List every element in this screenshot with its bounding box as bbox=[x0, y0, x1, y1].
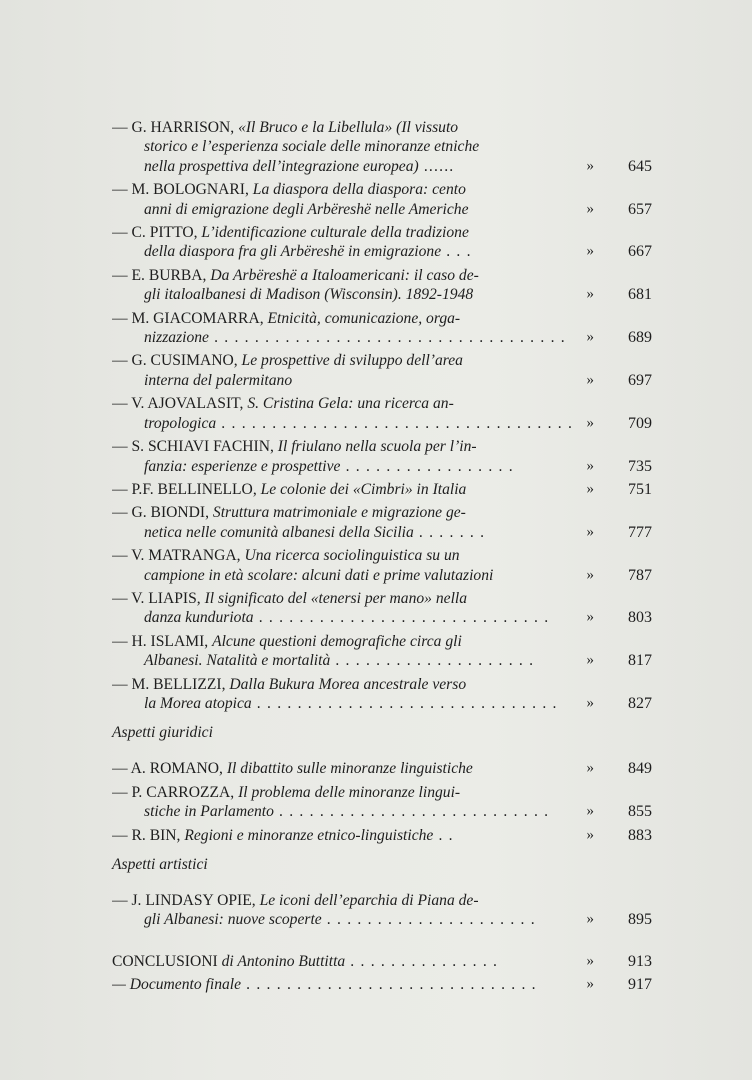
entry-page-number: 883 bbox=[628, 826, 652, 844]
entry-page-number: 849 bbox=[628, 760, 652, 778]
toc-entry bbox=[112, 891, 652, 930]
entry-page-number: 803 bbox=[628, 609, 652, 627]
entry-leader-dots: . . . . . . . bbox=[413, 523, 486, 541]
entry-page-number: 787 bbox=[628, 566, 652, 584]
entry-author: — H. ISLAMI, bbox=[112, 632, 213, 650]
entry-title: Albanesi. Natalità e mortalità bbox=[144, 652, 331, 670]
entry-page-number: 777 bbox=[628, 523, 652, 541]
entry-title: nella prospettiva dell’integrazione europea) bbox=[144, 157, 419, 175]
toc-entry-line bbox=[112, 351, 652, 370]
toc-entry-line bbox=[112, 137, 652, 156]
entry-title: campione in età scolare: alcuni dati e prime valutazioni bbox=[144, 566, 494, 584]
entry-title: Regioni e minoranze etnico-linguistiche bbox=[184, 826, 434, 844]
toc-entry bbox=[112, 632, 652, 671]
entry-title: L’identificazione culturale della tradizione bbox=[201, 224, 469, 242]
entry-guillemet: » bbox=[586, 976, 594, 993]
toc-entry bbox=[112, 546, 652, 585]
toc-entry-line bbox=[112, 118, 652, 137]
toc-entry bbox=[112, 759, 652, 778]
entry-title: La diaspora della diaspora: cento bbox=[252, 181, 466, 199]
entry-leader-dots: ...... bbox=[418, 157, 455, 175]
entry-guillemet: » bbox=[586, 523, 594, 540]
toc-entry-line bbox=[112, 285, 652, 304]
toc-entry-line bbox=[112, 975, 652, 994]
toc-group-legal bbox=[112, 759, 652, 845]
entry-guillemet: » bbox=[586, 480, 594, 497]
entry-page-number: 855 bbox=[628, 803, 652, 821]
entry-title: tropologica bbox=[144, 414, 217, 432]
entry-title: interna del palermitano bbox=[144, 371, 293, 389]
toc-group-main bbox=[112, 118, 652, 713]
entry-page-number: 735 bbox=[628, 457, 652, 475]
entry-author: — S. SCHIAVI FACHIN, bbox=[112, 438, 278, 456]
entry-page-number: 645 bbox=[628, 157, 652, 175]
entry-leader-dots: . . . . . . . . . . . . . . . . . . . . . . . . . . . . . . bbox=[251, 694, 558, 712]
toc-entry-line bbox=[112, 826, 652, 845]
toc-entry-line bbox=[112, 675, 652, 694]
entry-page-number: 689 bbox=[628, 329, 652, 347]
entry-author: — J. LINDASY OPIE, bbox=[112, 892, 260, 909]
toc-entry-line bbox=[112, 414, 652, 433]
entry-author: — V. LIAPIS, bbox=[112, 589, 205, 607]
toc-entry-line bbox=[112, 266, 652, 285]
entry-page-number: 817 bbox=[628, 652, 652, 670]
toc-entry-line bbox=[112, 802, 652, 821]
toc-entry-line bbox=[112, 651, 652, 670]
entry-title: Le colonie dei «Cimbri» in Italia bbox=[260, 480, 467, 498]
entry-page-number: 697 bbox=[628, 371, 652, 389]
entry-guillemet: » bbox=[586, 760, 594, 777]
entry-guillemet: » bbox=[586, 803, 594, 820]
toc-entry-line bbox=[112, 891, 652, 910]
entry-leader-dots: . . . . . . . . . . . . . . . . . . . . . . . . . . . . . . . . . . . bbox=[216, 414, 574, 432]
toc-entry-line bbox=[112, 157, 652, 176]
entry-title: Da Arbëreshë a Italoamericani: il caso de- bbox=[210, 266, 479, 284]
table-of-contents bbox=[112, 118, 652, 999]
entry-title: «Il Bruco e la Libellula» (Il vissuto bbox=[238, 119, 459, 136]
toc-entry-line bbox=[112, 394, 652, 413]
toc-entry bbox=[112, 826, 652, 845]
entry-author: — M. GIACOMARRA, bbox=[112, 309, 268, 327]
toc-entry-line bbox=[112, 503, 652, 522]
toc-entry bbox=[112, 975, 652, 994]
toc-entry-line bbox=[112, 371, 652, 390]
toc-entry-line bbox=[112, 223, 652, 242]
entry-guillemet: » bbox=[586, 329, 594, 346]
entry-title: S. Cristina Gela: una ricerca an- bbox=[247, 395, 454, 413]
entry-leader-dots: . . . . . . . . . . . . . . . . . . . . . . . . . . . . . . . . . . . bbox=[208, 329, 566, 347]
toc-entry bbox=[112, 180, 652, 219]
entry-leader-dots: . . . . . . . . . . . . . . . . . bbox=[340, 457, 514, 475]
toc-entry-line bbox=[112, 910, 652, 929]
entry-leader-dots: . . . . . . . . . . . . . . . . . . . . . . . . . . . . . bbox=[253, 609, 550, 627]
entry-title: nizzazione bbox=[144, 329, 209, 347]
entry-guillemet: » bbox=[586, 243, 594, 260]
toc-entry-line bbox=[112, 783, 652, 802]
toc-entry bbox=[112, 503, 652, 542]
entry-author: — V. AJOVALASIT, bbox=[112, 395, 248, 413]
entry-leader-dots: . . . . . . . . . . . . . . . bbox=[345, 952, 499, 970]
entry-guillemet: » bbox=[586, 371, 594, 388]
entry-title: Etnicità, comunicazione, orga- bbox=[267, 309, 461, 327]
entry-title: Il friulano nella scuola per l’in- bbox=[277, 438, 477, 456]
entry-title: Le prospettive di sviluppo dell’area bbox=[241, 352, 463, 370]
toc-entry bbox=[112, 309, 652, 348]
entry-title: Dalla Bukura Morea ancestrale verso bbox=[229, 675, 467, 693]
toc-entry-line bbox=[112, 694, 652, 713]
entry-author: — C. PITTO, bbox=[112, 224, 202, 242]
toc-entry bbox=[112, 394, 652, 433]
toc-entry-line bbox=[112, 309, 652, 328]
entry-author: — A. ROMANO, bbox=[112, 760, 227, 778]
toc-entry bbox=[112, 437, 652, 476]
toc-entry-line bbox=[112, 952, 652, 971]
entry-author: — R. BIN, bbox=[112, 826, 185, 844]
entry-author: — G. HARRISON, bbox=[112, 119, 239, 136]
entry-author: — G. CUSIMANO, bbox=[112, 352, 242, 370]
toc-entry bbox=[112, 783, 652, 822]
entry-page-number: 751 bbox=[628, 480, 652, 498]
entry-title: gli Albanesi: nuove scoperte bbox=[144, 911, 322, 929]
entry-author: — P. CARROZZA, bbox=[112, 783, 239, 801]
entry-leader-dots: . . . . . . . . . . . . . . . . . . . . . . . . . . . bbox=[273, 803, 550, 821]
entry-title: della diaspora fra gli Arbëreshë in emigrazione bbox=[144, 243, 442, 261]
entry-guillemet: » bbox=[586, 200, 594, 217]
entry-title: Il dibattito sulle minoranze linguistiche bbox=[226, 760, 473, 778]
entry-title: netica nelle comunità albanesi della Sicilia bbox=[144, 523, 414, 541]
toc-entry bbox=[112, 675, 652, 714]
toc-entry-line bbox=[112, 328, 652, 347]
toc-entry bbox=[112, 351, 652, 390]
entry-author: CONCLUSIONI bbox=[112, 952, 222, 970]
toc-entry bbox=[112, 223, 652, 262]
toc-entry-line bbox=[112, 566, 652, 585]
entry-title: anni di emigrazione degli Arbëreshë nelle Americhe bbox=[144, 200, 469, 218]
toc-entry-line bbox=[112, 546, 652, 565]
entry-title: stiche in Parlamento bbox=[144, 803, 274, 821]
entry-author: — M. BELLIZZI, bbox=[112, 675, 230, 693]
toc-entry bbox=[112, 480, 652, 499]
entry-leader-dots: . . . . . . . . . . . . . . . . . . . . . bbox=[321, 911, 536, 929]
entry-title: Il problema delle minoranze lingui- bbox=[238, 783, 461, 801]
entry-guillemet: » bbox=[586, 826, 594, 843]
entry-guillemet: » bbox=[586, 911, 594, 928]
toc-group-artistic bbox=[112, 891, 652, 930]
entry-guillemet: » bbox=[586, 414, 594, 431]
toc-entry-line bbox=[112, 457, 652, 476]
entry-page-number: 917 bbox=[628, 976, 652, 994]
entry-page-number: 895 bbox=[628, 911, 652, 929]
entry-guillemet: » bbox=[586, 609, 594, 626]
entry-title: Una ricerca sociolinguistica su un bbox=[244, 547, 460, 565]
section-heading-legal: Aspetti giuridici bbox=[112, 724, 213, 742]
entry-leader-dots: . . bbox=[433, 826, 454, 844]
toc-entry bbox=[112, 266, 652, 305]
entry-author: — G. BIONDI, bbox=[112, 504, 213, 522]
toc-entry-line bbox=[112, 200, 652, 219]
entry-leader-dots: . . . . . . . . . . . . . . . . . . . . bbox=[330, 652, 535, 670]
entry-page-number: 827 bbox=[628, 694, 652, 712]
entry-title: Il significato del «tenersi per mano» nella bbox=[204, 589, 468, 607]
toc-entry-line bbox=[112, 523, 652, 542]
toc-entry bbox=[112, 589, 652, 628]
entry-guillemet: » bbox=[586, 652, 594, 669]
entry-guillemet: » bbox=[586, 952, 594, 969]
toc-entry-line bbox=[112, 632, 652, 651]
toc-entry-line bbox=[112, 759, 652, 778]
toc-entry-line bbox=[112, 242, 652, 261]
toc-entry-line bbox=[112, 589, 652, 608]
toc-entry bbox=[112, 118, 652, 176]
entry-title: Alcune questioni demografiche circa gli bbox=[212, 632, 462, 650]
entry-leader-dots: . . . . . . . . . . . . . . . . . . . . . . . . . . . . . bbox=[241, 976, 537, 994]
entry-page-number: 681 bbox=[628, 286, 652, 304]
entry-title: di Antonino Buttitta bbox=[221, 952, 346, 970]
entry-page-number: 913 bbox=[628, 952, 652, 970]
entry-author: — P.F. BELLINELLO, bbox=[112, 480, 261, 498]
entry-guillemet: » bbox=[586, 286, 594, 303]
entry-author: — V. MATRANGA, bbox=[112, 547, 245, 565]
entry-title: la Morea atopica bbox=[144, 694, 252, 712]
entry-title: — Documento finale bbox=[112, 976, 242, 994]
entry-title: fanzia: esperienze e prospettive bbox=[144, 457, 341, 475]
entry-guillemet: » bbox=[586, 457, 594, 474]
entry-title: Struttura matrimoniale e migrazione ge- bbox=[212, 504, 466, 522]
entry-title: gli italoalbanesi di Madison (Wisconsin). 1892-1948 bbox=[144, 286, 474, 304]
entry-author: — E. BURBA, bbox=[112, 266, 211, 284]
toc-entry-line bbox=[112, 480, 652, 499]
toc-entry-line bbox=[112, 180, 652, 199]
entry-author: — M. BOLOGNARI, bbox=[112, 181, 253, 199]
entry-title: storico e l’esperienza sociale delle minoranze etniche bbox=[144, 138, 480, 156]
entry-guillemet: » bbox=[586, 566, 594, 583]
entry-title: danza kunduriota bbox=[144, 609, 254, 627]
toc-entry-line bbox=[112, 437, 652, 456]
entry-title: Le iconi dell’eparchia di Piana de- bbox=[259, 892, 479, 909]
entry-leader-dots: . . . bbox=[441, 243, 472, 261]
entry-guillemet: » bbox=[586, 694, 594, 711]
toc-entry bbox=[112, 952, 652, 971]
entry-page-number: 667 bbox=[628, 243, 652, 261]
section-heading-artistic: Aspetti artistici bbox=[112, 856, 208, 873]
toc-entry-line bbox=[112, 608, 652, 627]
entry-page-number: 657 bbox=[628, 200, 652, 218]
entry-page-number: 709 bbox=[628, 414, 652, 432]
entry-guillemet: » bbox=[586, 157, 594, 174]
toc-group-conclusions bbox=[112, 952, 652, 995]
